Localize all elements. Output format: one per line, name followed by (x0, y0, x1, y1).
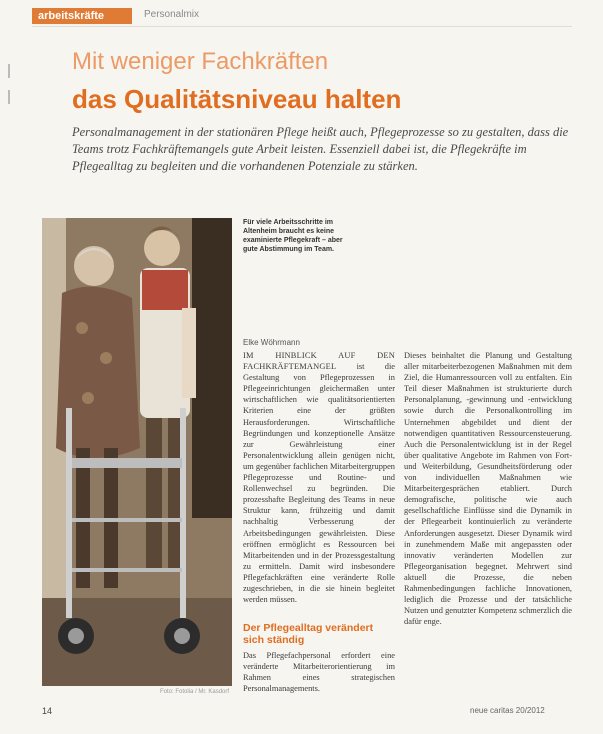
photo-caption: Für viele Arbeitsschritte im Altenheim braucht es keine examinierte Pflegekraft – aber gute Abstimmung im Team. (243, 219, 343, 253)
body-column-1-continued: Das Pflegefachpersonal erfordert eine veränderte Mitarbeiterorientierung im Rahmen eines strategischen Personalmanagements. (243, 651, 395, 694)
margin-mark (8, 90, 10, 104)
category-label: Personalmix (144, 9, 200, 20)
photo-illustration (42, 218, 232, 686)
lead-paragraph: Personalmanagement in der stationären Pflege heißt auch, Pflegeprozesse so zu gestalten, dass die Teams trotz Fachkräftemangels gute Arbeit leisten. Essenziell dabei ist, die Pflegekräfte im Pflegealltag zu begleiten und die vorhandenen Potenziale zu stärken. (72, 125, 569, 173)
headline-line-2: das Qualitätsniveau halten (72, 84, 402, 114)
body-column-1 (243, 350, 395, 605)
magazine-footer: neue caritas 20/2012 (470, 706, 545, 715)
headline-line-1: Mit weniger Fachkräften (72, 48, 329, 75)
section-tag: arbeitskräfte (32, 8, 132, 24)
author-name: Elke Wöhrmann (243, 338, 300, 347)
photo-credit: Foto: Fotolia / Mr. Kasdorf (160, 689, 230, 695)
article-photo (42, 218, 232, 686)
subheading: Der Pflegealltag verändert sich ständig (243, 622, 374, 646)
page-number: 14 (42, 706, 53, 716)
body-column-2: Dieses beinhaltet die Planung und Gestaltung aller mitarbeiterbezogenen Maßnahmen mit dem Ziel, die Humanressourcen voll zu entfalten. Ein Teil dieser Maßnahmen ist strukturierte durch Personalplanung, -gewinnung und -entwicklung sowie durch die Personalkontrolling im Unternehmen abgebildet und dient der notwendigen quantitativen Ressourcensteuerung. Auch die Personalentwicklung ist in der Regel über qualitative Angebote im Rahmen von Fort- und Weiterbildung, Gesundheitsförderung oder von individuellen Maßnahmen wie Mitarbeitergesprächen etabliert. Durch demografische, politische wie auch gesellschaftliche Einflüsse sind die Dynamik in der Pflegearbeit kontinuierlich zu veränderte Anforderungen ausgesetzt. Dieser Dynamik wird in zunehmendem Maße mit angepassten oder innovativ veränderten Modellen zur Pflegeorganisation begegnet. Mehrwert sind aktuell die Prozesse, die neben Rahmenbedingungen fachliche Innovationen, lediglich die Prozesse und der tatsächliche Nutzen und genutzter Kompetenz schmerzlich die dafür enge. (404, 351, 572, 627)
lead-in: IM HINBLICK AUF DEN FACHKRÄFTEMANGEL (243, 351, 395, 372)
body-text: ist die Gestaltung von Pflegeprozessen in Pflegeeinrichtungen gleichermaßen unter wirtschaftlichen wie qualitätsorientierten Kriterien eine der größten Herausforderungen. Wirtschaftliche Begründungen und konzeptionelle Ansätze zur Gewährleistung einer Personalentwicklung allein genügen nicht, um gegenüber fachlichen Mitarbeitergruppen Pflegeprozesse und Routine- und Rollenwechsel zu begründen. Die prozesshafte Begleitung des Teams in neue Struktur kann, frühzeitig und damit nachhaltig Verbesserung der Arbeitsbedingungen gewährleisten. Diese eröffnen ermöglicht es Ressourcen bei Mitarbeitenden und in der Prozessgestaltung zu ermitteln. Damit wird insbesondere Pflegefachkräften eine veränderte Rolle zugeschrieben, in die sie hinein begleitet werden müssen. (243, 362, 395, 605)
margin-mark (8, 64, 10, 78)
header-divider (32, 26, 572, 27)
